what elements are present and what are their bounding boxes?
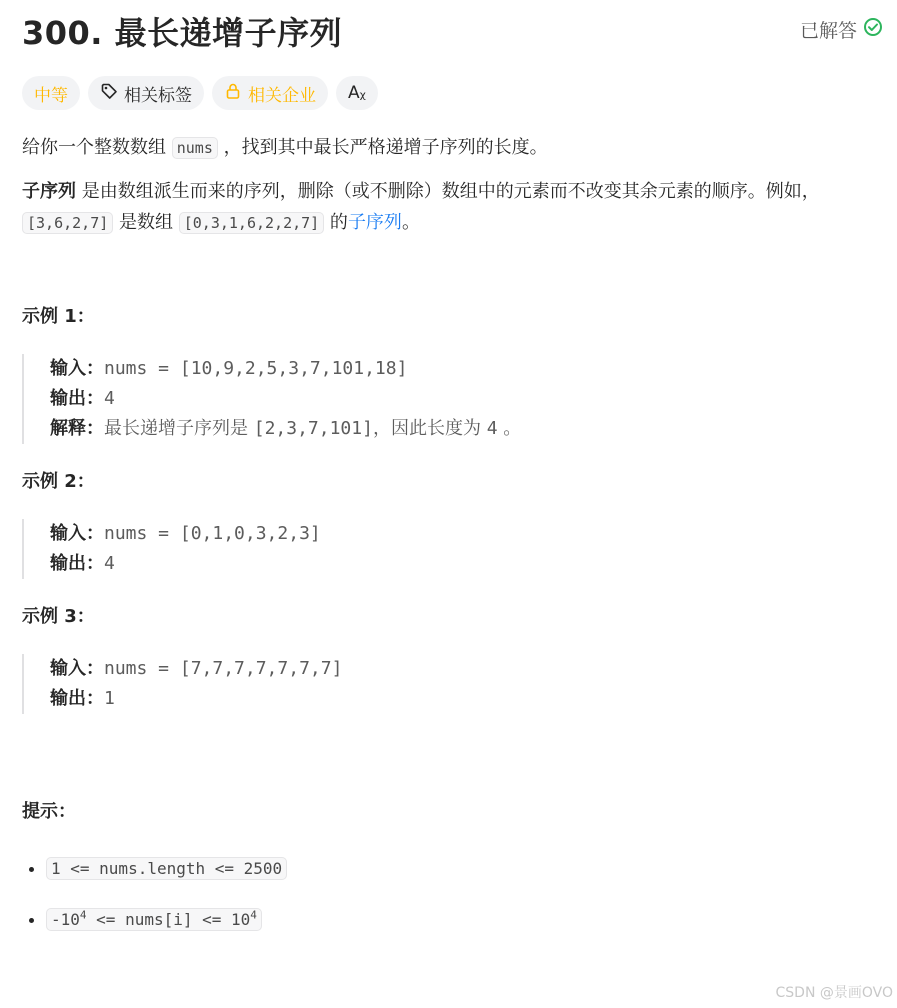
desc-text: 是数组 <box>113 212 179 233</box>
lock-icon <box>224 82 242 105</box>
constraint-text: -10 <box>51 910 80 930</box>
example-input: nums = [0,1,0,3,2,3] <box>104 523 321 544</box>
explain-number: 4 <box>486 418 498 439</box>
example-3-block <box>22 654 862 714</box>
example-2-block <box>22 519 862 579</box>
related-tags-label: 相关标签 <box>124 85 192 106</box>
tag-bar <box>22 76 378 110</box>
input-label: 输入： <box>50 523 104 544</box>
explain-label: 解释： <box>50 418 104 439</box>
translate-icon: Aᵪ <box>348 83 366 103</box>
explain-text: ，因此长度为 <box>372 418 487 439</box>
related-companies-label: 相关企业 <box>248 85 316 106</box>
input-label: 输入： <box>50 358 104 379</box>
subsequence-link[interactable]: 子序列 <box>347 212 402 233</box>
watermark: CSDN @景画OVO <box>775 985 893 1001</box>
check-circle-icon <box>863 17 883 42</box>
example-3-title: 示例 3： <box>22 606 95 627</box>
related-tags-button[interactable] <box>88 76 204 110</box>
inline-code: [0,3,1,6,2,2,7] <box>179 212 324 234</box>
example-1-title: 示例 1： <box>22 306 95 327</box>
example-output: 4 <box>104 553 115 574</box>
example-output: 1 <box>104 688 115 709</box>
constraint-exponent: 4 <box>250 909 257 922</box>
difficulty-badge[interactable] <box>22 76 80 110</box>
inline-code: nums <box>172 137 218 159</box>
description-paragraph-1 <box>22 132 862 164</box>
constraint-code: 1 <= nums.length <= 2500 <box>46 857 287 880</box>
example-2-title: 示例 2： <box>22 471 95 492</box>
desc-text: 给你一个整数数组 <box>22 137 172 158</box>
solved-status <box>800 16 883 43</box>
solved-label: 已解答 <box>799 20 857 42</box>
output-label: 输出： <box>50 553 104 574</box>
desc-text: 是由数组派生而来的序列，删除（或不删除）数组中的元素而不改变其余元素的顺序。例如， <box>76 181 820 202</box>
translate-button[interactable] <box>336 76 378 110</box>
constraints-title: 提示： <box>22 801 76 822</box>
desc-text: 。 <box>401 212 420 233</box>
explain-text: 。 <box>497 418 522 439</box>
output-label: 输出： <box>50 388 104 409</box>
problem-title: 300. 最长递增子序列 <box>22 14 343 52</box>
constraint-item <box>46 853 862 884</box>
constraints-list <box>22 853 862 935</box>
constraint-text: <= nums[i] <= 10 <box>86 910 251 930</box>
example-1-block <box>22 354 862 444</box>
term-subsequence: 子序列 <box>22 181 76 202</box>
desc-text: 的 <box>324 212 348 233</box>
constraint-exponent: 4 <box>79 909 87 922</box>
explain-code: [2,3,7,101] <box>253 418 373 439</box>
problem-description <box>22 132 862 951</box>
inline-code: [3,6,2,7] <box>22 212 113 234</box>
example-input: nums = [7,7,7,7,7,7,7] <box>104 658 343 679</box>
desc-text: ，找到其中最长严格递增子序列的长度。 <box>217 137 548 158</box>
example-output: 4 <box>104 388 115 409</box>
example-input: nums = [10,9,2,5,3,7,101,18] <box>104 358 408 379</box>
input-label: 输入： <box>50 658 104 679</box>
tag-icon <box>100 82 118 105</box>
related-companies-button[interactable] <box>212 76 328 110</box>
difficulty-label: 中等 <box>34 85 68 106</box>
description-paragraph-2 <box>22 176 862 239</box>
output-label: 输出： <box>50 688 104 709</box>
constraint-item <box>46 900 862 935</box>
explain-text: 最长递增子序列是 <box>104 418 254 439</box>
constraint-code <box>46 908 262 931</box>
